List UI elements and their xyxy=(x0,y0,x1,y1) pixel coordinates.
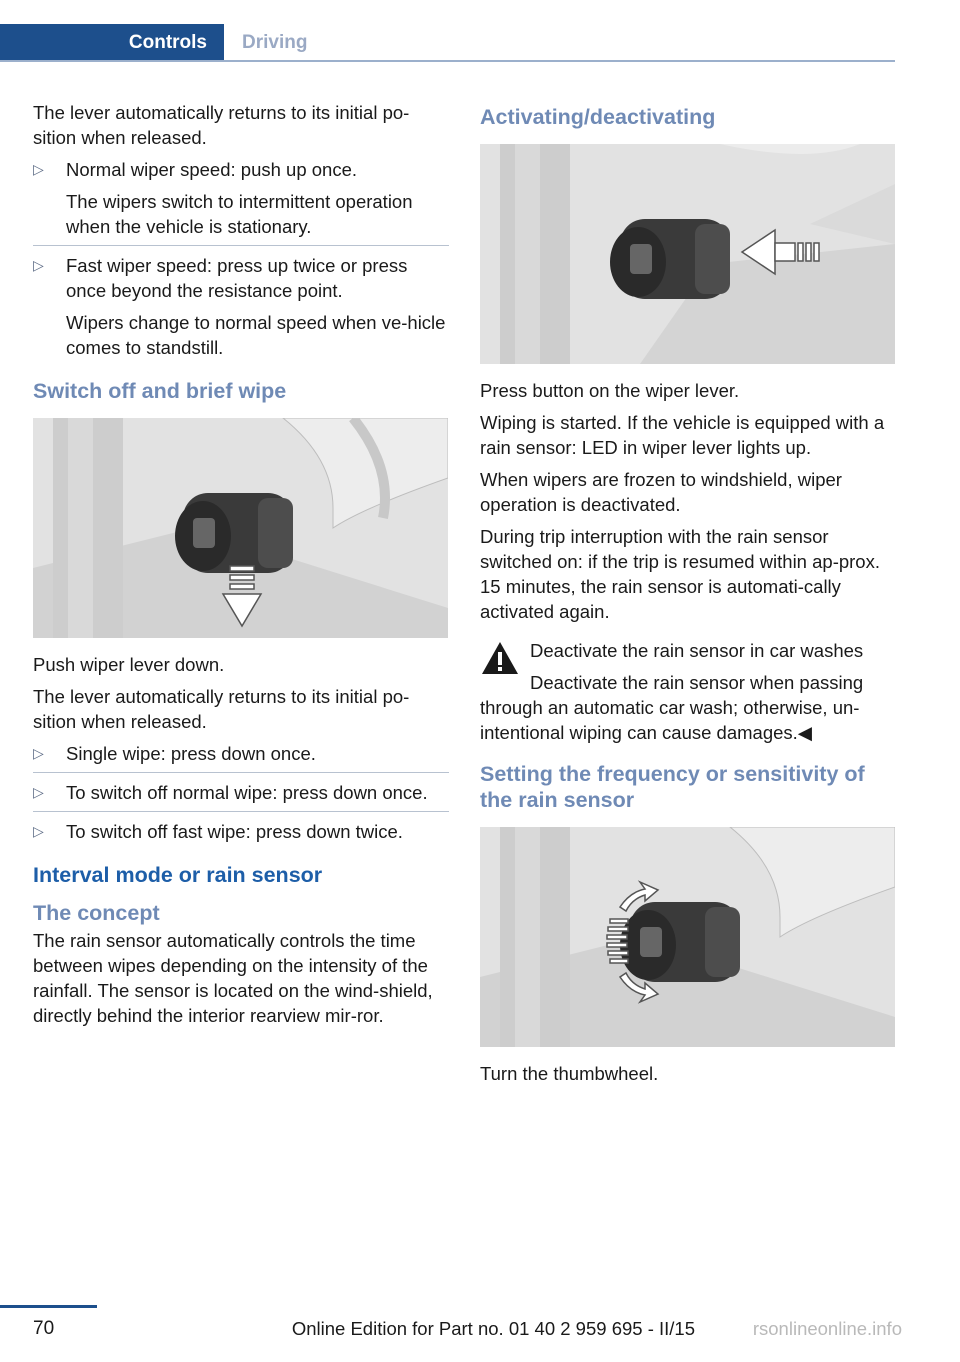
list-item xyxy=(33,157,449,246)
list-item-text: Normal wiper speed: push up once. xyxy=(66,159,358,180)
figure-activating xyxy=(480,144,895,364)
wipe-list xyxy=(33,741,449,850)
list-item-text: Single wipe: press down once. xyxy=(66,743,316,764)
wiping-started-text: Wiping is started. If the vehicle is equipped with a rain sensor: LED in wiper lever lights up. xyxy=(480,412,885,458)
returns-text: The lever automatically returns to its initial po‐sition when released. xyxy=(33,686,410,732)
list-item-subtext: Wipers change to normal speed when ve‐hicle comes to standstill. xyxy=(66,312,446,358)
frozen-text: When wipers are frozen to windshield, wiper operation is deactivated. xyxy=(480,469,842,515)
watermark-text: rsonlineonline.info xyxy=(752,1318,902,1339)
list-item-text: To switch off normal wipe: press down once. xyxy=(66,782,428,803)
left-column xyxy=(33,100,449,1035)
trip-text: During trip interruption with the rain sensor switched on: if the trip is resumed within ap‐prox. 15 minutes, the rain sensor is automati‐cally activated again. xyxy=(480,526,880,622)
list-item xyxy=(33,253,449,366)
intro-text: The lever automatically returns to its initial po‐sition when released. xyxy=(33,102,410,148)
figure-switch-off xyxy=(33,418,448,638)
triangle-right-icon: ▷ xyxy=(33,784,44,800)
tab-driving[interactable]: Driving xyxy=(242,32,308,53)
warning-box xyxy=(480,638,896,745)
list-item-text: Fast wiper speed: press up twice or press once beyond the resistance point. xyxy=(66,255,408,301)
tab-controls[interactable] xyxy=(0,24,224,60)
heading-frequency: Setting the frequency or sensitivity of the rain sensor xyxy=(480,762,865,812)
turn-thumbwheel-text: Turn the thumbwheel. xyxy=(480,1063,659,1084)
warning-triangle-icon xyxy=(480,640,520,676)
heading-switch-off: Switch off and brief wipe xyxy=(33,379,287,403)
push-down-text: Push wiper lever down. xyxy=(33,654,225,675)
right-column xyxy=(480,100,896,1093)
list-item xyxy=(33,780,449,812)
warning-text: Deactivate the rain sensor when passing through an automatic car wash; otherwise, un‐intentional wiping can cause damages.◀ xyxy=(480,672,864,743)
warning-title: Deactivate the rain sensor in car washes xyxy=(530,640,864,661)
page-number: 70 xyxy=(33,1318,55,1339)
header-divider xyxy=(0,60,895,62)
speed-list xyxy=(33,157,449,366)
list-item xyxy=(33,741,449,773)
triangle-right-icon: ▷ xyxy=(33,745,44,761)
triangle-right-icon: ▷ xyxy=(33,823,44,839)
tab-controls-label: Controls xyxy=(128,32,207,53)
footer-accent-line xyxy=(0,1305,97,1308)
chapter-tabs xyxy=(0,24,895,62)
heading-activating: Activating/deactivating xyxy=(480,105,716,129)
concept-text: The rain sensor automatically controls the time between wipes depending on the intensity of the rainfall. The sensor is located on the wind‐shield, directly behind the interior rearview mir‐ror. xyxy=(33,930,433,1026)
list-item-subtext: The wipers switch to intermittent operation when the vehicle is stationary. xyxy=(66,191,413,237)
heading-interval-mode: Interval mode or rain sensor xyxy=(33,863,323,887)
heading-concept: The concept xyxy=(33,901,160,925)
edition-text: Online Edition for Part no. 01 40 2 959 695 - II/15 xyxy=(291,1318,695,1339)
triangle-right-icon: ▷ xyxy=(33,257,44,273)
list-item xyxy=(33,819,449,850)
list-item-text: To switch off fast wipe: press down twice. xyxy=(66,821,403,842)
triangle-right-icon: ▷ xyxy=(33,161,44,177)
press-button-text: Press button on the wiper lever. xyxy=(480,380,740,401)
figure-thumbwheel xyxy=(480,827,895,1047)
